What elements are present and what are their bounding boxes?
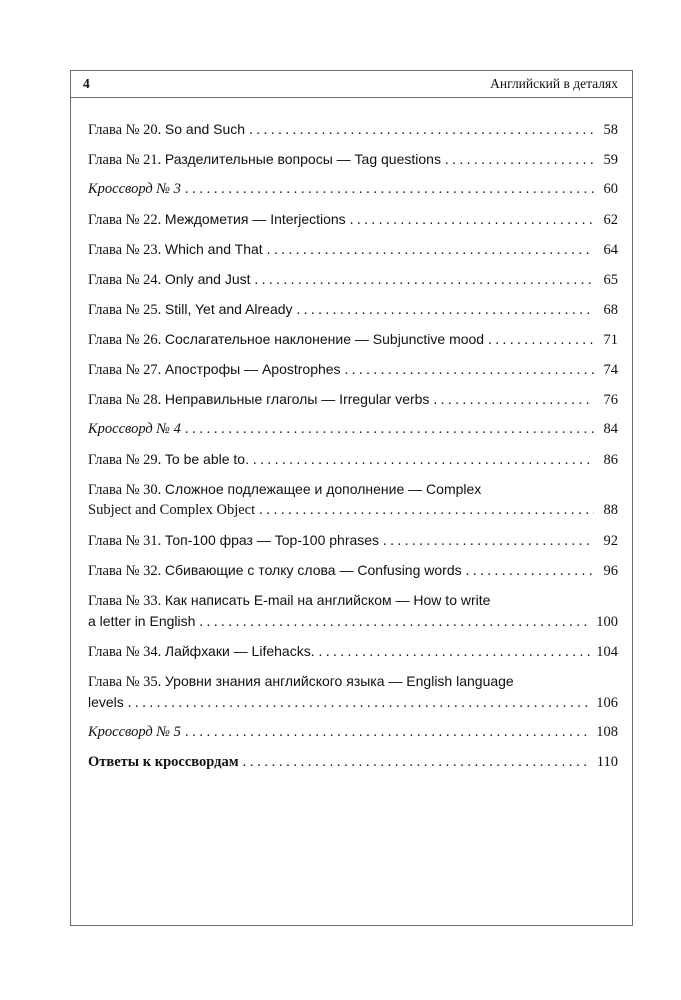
chapter-prefix: Глава № 31.	[88, 533, 162, 549]
toc-entry-ch30[interactable]	[88, 479, 618, 530]
chapter-prefix: Глава № 29.	[88, 452, 162, 468]
chapter-prefix: Глава № 23.	[88, 242, 162, 258]
chapter-title-line2: Subject and Complex Object	[88, 502, 256, 518]
page-ref: 60	[603, 181, 618, 197]
page-ref: 76	[603, 392, 618, 408]
chapter-title: Only and Just	[164, 271, 251, 287]
chapter-title: Лайфхаки — Lifehacks.	[164, 643, 315, 659]
chapter-prefix: Глава № 32.	[88, 563, 162, 579]
page-ref: 59	[603, 152, 618, 168]
chapter-title-line2: a letter in English	[88, 613, 196, 629]
chapter-title: To be able to.	[164, 451, 249, 467]
toc-entry-ch35[interactable]	[88, 671, 618, 722]
page-ref: 62	[603, 212, 618, 228]
toc-entry-ch31[interactable]	[88, 530, 618, 560]
chapter-title-line2: levels	[88, 694, 124, 710]
chapter-prefix: Глава № 21.	[88, 152, 162, 168]
toc-entry-ch27[interactable]	[88, 359, 618, 389]
chapter-title-line1: Сложное подлежащее и дополнение — Complex	[164, 481, 482, 497]
page-frame	[70, 70, 633, 926]
crossword-title: Кроссворд № 4	[88, 421, 181, 437]
chapter-title-line1: Уровни знания английского языка — English language	[164, 673, 514, 689]
page-ref: 74	[603, 362, 618, 378]
chapter-title: Разделительные вопросы — Tag questions	[164, 151, 441, 167]
page-ref: 58	[603, 122, 618, 138]
chapter-title: Междометия — Interjections	[164, 211, 346, 227]
chapter-title: Неправильные глаголы — Irregular verbs	[164, 391, 430, 407]
chapter-prefix: Глава № 30.	[88, 482, 162, 498]
chapter-title: So and Such	[164, 121, 246, 137]
page-ref: 108	[596, 724, 618, 740]
chapter-prefix: Глава № 26.	[88, 332, 162, 348]
chapter-prefix: Глава № 20.	[88, 122, 162, 138]
chapter-title: Сослагательное наклонение — Subjunctive mood	[164, 331, 485, 347]
page-ref: 71	[603, 332, 618, 348]
page-ref: 106	[596, 695, 618, 711]
chapter-prefix: Глава № 22.	[88, 212, 162, 228]
toc-entry-ch33[interactable]	[88, 590, 618, 641]
toc-entry-ch24[interactable]	[88, 269, 618, 299]
chapter-prefix: Глава № 28.	[88, 392, 162, 408]
toc-entry-ch34[interactable]	[88, 641, 618, 671]
page-ref: 84	[603, 421, 618, 437]
chapter-title: Апострофы — Apostrophes	[164, 361, 341, 377]
toc-entry-ch29[interactable]	[88, 449, 618, 479]
chapter-title: Топ-100 фраз — Top-100 phrases	[164, 532, 380, 548]
toc-entry-ch26[interactable]	[88, 329, 618, 359]
crossword-title: Кроссворд № 5	[88, 724, 181, 740]
toc-entry-ch25[interactable]	[88, 299, 618, 329]
table-of-contents	[88, 119, 618, 782]
chapter-prefix: Глава № 27.	[88, 362, 162, 378]
toc-entry-answers[interactable]	[88, 752, 618, 782]
chapter-title-line1: Как написать E-mail на английском — How to write	[164, 592, 491, 608]
chapter-prefix: Глава № 34.	[88, 644, 162, 660]
chapter-prefix: Глава № 24.	[88, 272, 162, 288]
chapter-prefix: Глава № 25.	[88, 302, 162, 318]
page-ref: 86	[603, 452, 618, 468]
page-ref: 100	[596, 614, 618, 630]
page-number: 4	[83, 76, 90, 91]
chapter-title: Which and That	[164, 241, 263, 257]
toc-entry-ch28[interactable]	[88, 389, 618, 419]
chapter-prefix: Глава № 35.	[88, 674, 162, 690]
toc-entry-ch22[interactable]	[88, 209, 618, 239]
running-title: Английский в деталях	[490, 76, 618, 91]
toc-entry-crossword-5[interactable]	[88, 722, 618, 752]
toc-entry-ch23[interactable]	[88, 239, 618, 269]
toc-entry-ch32[interactable]	[88, 560, 618, 590]
toc-entry-ch21[interactable]	[88, 149, 618, 179]
page-ref: 104	[596, 644, 618, 660]
chapter-title: Still, Yet and Already	[164, 301, 293, 317]
page-ref: 96	[603, 563, 618, 579]
answers-title: Ответы к кроссвордам	[88, 754, 239, 770]
toc-entry-crossword-3[interactable]	[88, 179, 618, 209]
page-ref: 68	[603, 302, 618, 318]
toc-entry-crossword-4[interactable]	[88, 419, 618, 449]
page-ref: 65	[603, 272, 618, 288]
page-ref: 92	[603, 533, 618, 549]
page-ref: 88	[603, 502, 618, 518]
chapter-title: Сбивающие с толку слова — Confusing words	[164, 562, 462, 578]
page-ref: 110	[596, 754, 618, 770]
page-header	[71, 71, 632, 98]
chapter-prefix: Глава № 33.	[88, 593, 162, 609]
crossword-title: Кроссворд № 3	[88, 181, 181, 197]
toc-entry-ch20[interactable]	[88, 119, 618, 149]
page-ref: 64	[603, 242, 618, 258]
